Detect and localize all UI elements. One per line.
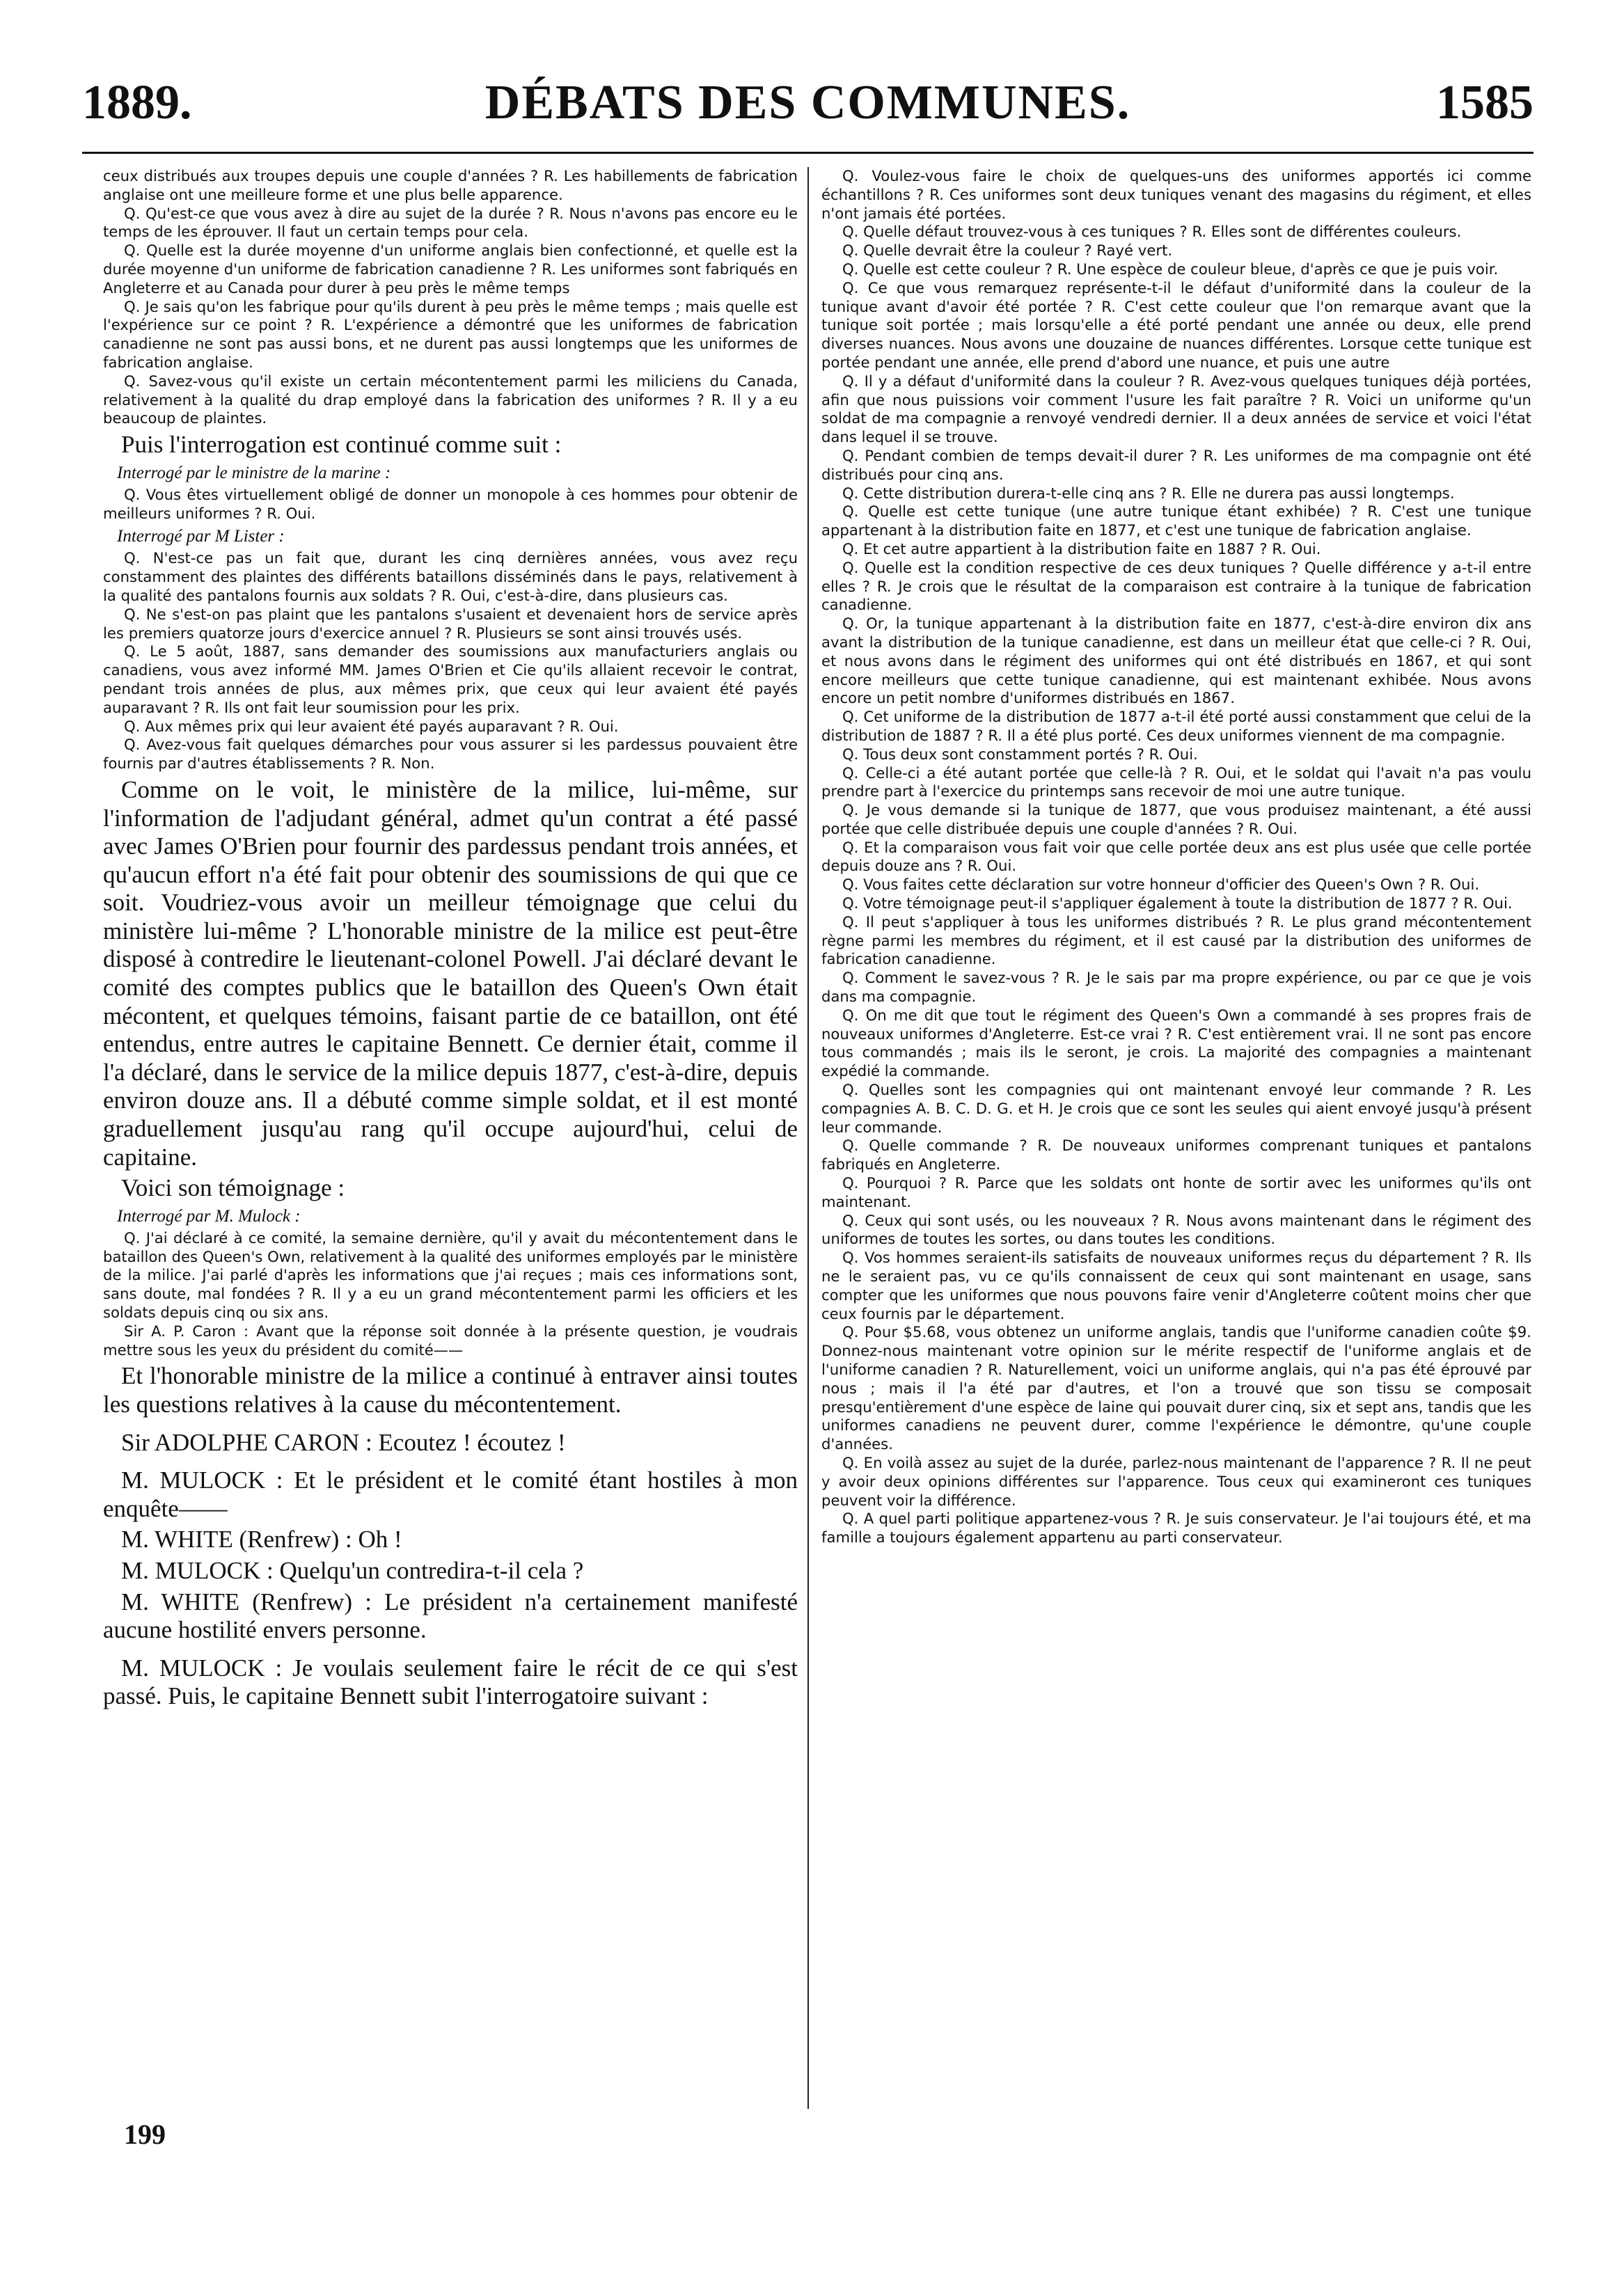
qa-item: Q. Quelle est cette couleur ? R. Une espèce de couleur bleue, d'après ce que je puis voir. bbox=[842, 260, 1499, 278]
qa-item: Q. Quelle défaut trouvez-vous à ces tuniques ? R. Elles sont de différentes couleurs. bbox=[842, 223, 1462, 241]
qa-item: Q. Pour $5.68, vous obtenez un uniforme anglais, tandis que l'uniforme canadien coûte $9. Donnez-nous maintenant votre opinion sur le mérite respectif de l'uniforme anglais et de l'uniforme canadien ? R. Naturellement, voici un uniforme anglais, qui n'a pas été éprouvé par nous ; mais il l'a été par d'autres, et l'on a trouvé que son tissu se composait presqu'entièrement d'une espèce de laine qui pouvait durer cinq, six et sept ans, tandis que les uniformes canadiens ne peuvent durer, comme l'expérience le démontre, qu'une couple d'années. bbox=[821, 1323, 1531, 1453]
qa-item: Q. Quelle est la durée moyenne d'un uniforme anglais bien confectionné, et quelle est la durée moyenne d'un uniforme de fabrication canadienne ? R. Les uniformes sont fabriqués en Angleterre et au Canada pour durer à peu près le même temps bbox=[103, 242, 798, 297]
header-rule bbox=[82, 152, 1534, 154]
qa-item: Q. Pendant combien de temps devait-il durer ? R. Les uniformes de ma compagnie ont été distribués pour cinq ans. bbox=[821, 446, 1531, 483]
speech: Sir ADOLPHE CARON : Ecoutez ! écoutez ! bbox=[121, 1428, 566, 1456]
qa-block-2 bbox=[103, 486, 798, 523]
qa-item: Q. Et la comparaison vous fait voir que celle portée deux ans est plus usée que celle portée depuis douze ans ? R. Oui. bbox=[821, 838, 1531, 875]
qa-item: Q. Celle-ci a été autant portée que celle-là ? R. Oui, et le soldat qui l'avait n'a pas voulu prendre part à l'exercice du printemps sans recevoir de moi une autre tunique. bbox=[821, 764, 1531, 800]
paragraph: Comme on le voit, le ministère de la milice, lui-même, sur l'information de l'adjudant général, admet qu'un contrat a été passé avec James O'Brien pour fournir des pardessus pendant trois années, et qu'aucun effort n'a été fait pour obtenir des soumissions de qui que ce soit. Voudriez-vous avoir un meilleur témoignage que celui du ministère lui-même ? L'honorable ministre de la milice est peut-être disposé à contredire le lieutenant-colonel Powell. J'ai déclaré devant le comité des comptes publics que le bataillon des Queen's Own était mécontent, et quelques témoins, faisant partie de ce bataillon, ont été entendus, entre autres le capitaine Bennett. Ce dernier était, comme il l'a déclaré, dans le service de la milice depuis 1877, c'est-à-dire, depuis environ douze ans. Il a débuté comme simple soldat, et il est monté graduellement jusqu'au rang qu'il occupe aujourd'hui, celui de capitaine. bbox=[103, 775, 798, 1171]
qa-item: Q. Je vous demande si la tunique de 1877, que vous produisez maintenant, a été aussi portée que celle distribuée depuis une couple d'années ? R. Oui. bbox=[821, 801, 1531, 837]
qa-item: Q. N'est-ce pas un fait que, durant les cinq dernières années, vous avez reçu constamment des plaintes des différents bataillons disséminés dans le pays, relativement à la qualité des pantalons fournis aux soldats ? R. Oui, c'est-à-dire, dans plusieurs cas. bbox=[103, 549, 798, 604]
qa-item: Q. Ce que vous remarquez représente-t-il le défaut d'uniformité dans la couleur de la tunique avant d'avoir été portée ? R. C'est cette couleur que l'on remarque avant que la tunique soit portée ; mais lorsqu'elle a été porté pendant une année ou deux, elle prend diverses nuances. Nous avons une douzaine de nuances différentes. Lorsque cette tunique est portée pendant une année, elle prend d'abord une nuance, et puis une autre bbox=[821, 278, 1531, 371]
speech: M. MULOCK : Et le président et le comité étant hostiles à mon enquête—— bbox=[103, 1466, 798, 1522]
qa-item: Q. Quelle est cette tunique (une autre tunique étant exhibée) ? R. C'est une tunique appartenant à la distribution faite en 1877, et c'est une tunique de fabrication anglaise. bbox=[821, 503, 1531, 539]
qa-item: Q. Or, la tunique appartenant à la distribution faite en 1877, c'est-à-dire environ dix ans avant la distribution de la tunique canadienne, est dans un meilleur état que celle-ci ? R. Oui, et nous avons dans le régiment des uniformes qui ont été distribués en 1867, et qui sont encore meilleurs que cette tunique canadienne, qui est maintenant exhibée. Nous avons encore un petit nombre d'uniformes distribués en 1867. bbox=[821, 615, 1531, 707]
qa-item: Q. Vous faites cette déclaration sur votre honneur d'officier des Queen's Own ? R. Oui. bbox=[842, 876, 1480, 894]
left-column bbox=[103, 167, 798, 2147]
speech: M. WHITE (Renfrew) : Le président n'a certainement manifesté aucune hostilité envers personne. bbox=[103, 1588, 798, 1644]
qa-item: Q. J'ai déclaré à ce comité, la semaine dernière, qu'il y avait du mécontentement dans le bataillon des Queen's Own, relativement à la qualité des uniformes employés par le ministère de la milice. J'ai parlé d'après les informations que j'ai reçues ; mais ces informations sont, sans doute, mal fondées ? R. Il y a eu un grand mécontentement parmi les officiers et les soldats depuis cinq ou six ans. bbox=[103, 1228, 798, 1321]
speech: M. MULOCK : Quelqu'un contredira-t-il cela ? bbox=[121, 1556, 584, 1584]
qa-item: Q. Aux mêmes prix qui leur avaient été payés auparavant ? R. Oui. bbox=[124, 717, 619, 735]
speeches-block bbox=[103, 1362, 798, 1711]
qa-item: Q. Comment le savez-vous ? R. Je le sais par ma propre expérience, ou par ce que je vois dans ma compagnie. bbox=[821, 969, 1531, 1006]
qa-item: Q. Le 5 août, 1887, sans demander des soumissions aux manufacturiers anglais ou canadiens, vous avez informé MM. James O'Brien et Cie qu'ils allaient recevoir le contrat, pendant trois années de plus, aux mêmes prix, que ceux qui leur avaient été payés auparavant ? R. Ils ont fait leur soumission pour les prix. bbox=[103, 642, 798, 716]
qa-item: Q. Pourquoi ? R. Parce que les soldats ont honte de sortir avec les uniformes qu'ils ont maintenant. bbox=[821, 1174, 1531, 1210]
header-year: 1889. bbox=[82, 76, 192, 129]
interroge-heading: Interrogé par le ministre de la marine : bbox=[117, 463, 391, 482]
qa-item: Q. On me dit que tout le régiment des Queen's Own a commandé à ses propres frais de nouveaux uniformes d'Angleterre. Est-ce vrai ? R. C'est entièrement vrai. Il ne sont pas encore tous commandés ; mais ils le seront, je crois. La majorité des compagnies a maintenant expédié la commande. bbox=[821, 1006, 1531, 1080]
qa-item: Q. Vous êtes virtuellement obligé de donner un monopole à ces hommes pour obtenir de meilleurs uniformes ? R. Oui. bbox=[103, 485, 798, 522]
qa-item: Q. Quelle devrait être la couleur ? Rayé vert. bbox=[842, 242, 1173, 260]
column-divider bbox=[807, 167, 809, 2109]
qa-item: Sir A. P. Caron : Avant que la réponse soit donnée à la présente question, je voudrais mettre sous les yeux du président du comité—— bbox=[103, 1322, 798, 1359]
signature-mark: 199 bbox=[124, 2119, 166, 2150]
qa-item: Q. Savez-vous qu'il existe un certain mécontentement parmi les miliciens du Canada, relativement à la qualité du drap employé dans la fabrication des uniformes ? R. Il y a eu beaucoup de plaintes. bbox=[103, 372, 798, 427]
qa-item: Q. Quelle commande ? R. De nouveaux uniformes comprenant tuniques et pantalons fabriqués en Angleterre. bbox=[821, 1137, 1531, 1173]
qa-item: Q. Il y a défaut d'uniformité dans la couleur ? R. Avez-vous quelques tuniques déjà portées, afin que nous puissions voir comment l'usure les fait paraître ? R. Voici un uniforme qu'un soldat de ma compagnie a renvoyé vendredi dernier. Il a deux années de service et voici l'état dans lequel il se trouve. bbox=[821, 372, 1531, 446]
header-page-number: 1585 bbox=[1436, 76, 1534, 129]
qa-item: Q. Je sais qu'on les fabrique pour qu'ils durent à peu près le même temps ; mais quelle est l'expérience sur ce point ? R. L'expérience a démontré que les uniformes de fabrication canadienne ne sont pas aussi bons, et ne durent pas aussi longtemps que les uniformes de fabrication anglaise. bbox=[103, 297, 798, 371]
qa-item: Q. A quel parti politique appartenez-vous ? R. Je suis conservateur. Je l'ai toujours été, et ma famille a toujours également appartenu au parti conservateur. bbox=[821, 1510, 1531, 1547]
speech: M. MULOCK : Je voulais seulement faire le récit de ce qui s'est passé. Puis, le capitaine Bennett subit l'interrogatoire suivant : bbox=[103, 1654, 798, 1710]
right-column bbox=[821, 167, 1531, 2147]
qa-item: Q. Quelle est la condition respective de ces deux tuniques ? Quelle différence y a-t-il entre elles ? R. Je crois que le résultat de la comparaison est contraire à la tunique de fabrication canadienne. bbox=[821, 558, 1531, 614]
qa-item: Q. Voulez-vous faire le choix de quelques-uns des uniformes apportés ici comme échantillons ? R. Ces uniformes sont deux tuniques venant des magasins du régiment, et elles n'ont jamais été portées. bbox=[821, 167, 1531, 222]
paragraph: Voici son témoignage : bbox=[121, 1174, 345, 1202]
large-text-block bbox=[103, 776, 798, 1203]
speech: M. WHITE (Renfrew) : Oh ! bbox=[121, 1526, 402, 1553]
qa-item: Q. Votre témoignage peut-il s'appliquer également à toute la distribution de 1877 ? R. Oui. bbox=[842, 894, 1513, 912]
qa-item: Q. Tous deux sont constamment portés ? R. Oui. bbox=[842, 745, 1198, 763]
paragraph: Puis l'interrogation est continué comme suit : bbox=[121, 431, 562, 459]
qa-item: Q. Il peut s'appliquer à tous les uniformes distribués ? R. Le plus grand mécontentement règne parmi les membres du régiment, et il est causé par la distribution des uniformes de fabrication canadienne. bbox=[821, 912, 1531, 968]
qa-block-1 bbox=[103, 167, 798, 428]
qa-item: Q. Ne s'est-on pas plaint que les pantalons s'usaient et devenaient hors de service après les premiers quatorze jours d'exercice annuel ? R. Plusieurs se sont ainsi trouvés usés. bbox=[103, 605, 798, 642]
qa-item: Q. Avez-vous fait quelques démarches pour vous assurer si les pardessus pouvaient être fournis par d'autres établissements ? R. Non. bbox=[103, 736, 798, 773]
interroge-heading: Interrogé par M Lister : bbox=[117, 527, 285, 546]
qa-item: Q. Cette distribution durera-t-elle cinq ans ? R. Elle ne durera pas aussi longtemps. bbox=[842, 484, 1455, 502]
qa-item: Q. Vos hommes seraient-ils satisfaits de nouveaux uniformes reçus du département ? R. Ils ne le seraient pas, vu ce qu'ils connaissent de ceux qui sont maintenant en usage, sans compter que les uniformes que nous pouvons faire venir d'Angleterre coûtent moins cher que ceux fournis par le département. bbox=[821, 1249, 1531, 1322]
header-title: DÉBATS DES COMMUNES. bbox=[484, 76, 1131, 129]
qa-item: Q. En voilà assez au sujet de la durée, parlez-nous maintenant de l'apparence ? R. Il ne peut y avoir deux opinions différentes sur l'apparence. Tous ceux qui examineront ces tuniques peuvent voir la différence. bbox=[821, 1453, 1531, 1509]
page-header bbox=[82, 75, 1534, 142]
qa-item: Q. Et cet autre appartient à la distribution faite en 1887 ? R. Oui. bbox=[842, 539, 1321, 558]
qa-item: Q. Cet uniforme de la distribution de 1877 a-t-il été porté aussi constamment que celui de la distribution de 1887 ? R. Il a été plus porté. Ces deux uniformes viennent de ma compagnie. bbox=[821, 708, 1531, 744]
qa-item: Q. Quelles sont les compagnies qui ont maintenant envoyé leur commande ? R. Les compagnies A. B. C. D. G. et H. Je crois que ce sont les seules qui aient envoyé jusqu'à présent leur commande. bbox=[821, 1081, 1531, 1136]
paragraph: Et l'honorable ministre de la milice a continué à entraver ainsi toutes les questions relatives à la cause du mécontentement. bbox=[103, 1362, 798, 1418]
qa-block-4 bbox=[103, 1229, 798, 1360]
interroge-heading: Interrogé par M. Mulock : bbox=[117, 1206, 301, 1226]
qa-item: Q. Qu'est-ce que vous avez à dire au sujet de la durée ? R. Nous n'avons pas encore eu le temps de les éprouver. Il faut un certain temps pour cela. bbox=[103, 204, 798, 241]
qa-item: ceux distribués aux troupes depuis une couple d'années ? R. Les habillements de fabrication anglaise ont une meilleure forme et une plus belle apparence. bbox=[103, 167, 798, 203]
qa-item: Q. Ceux qui sont usés, ou les nouveaux ? R. Nous avons maintenant dans le régiment des uniformes de toutes les sortes, ou dans toutes les conditions. bbox=[821, 1211, 1531, 1248]
qa-block-3 bbox=[103, 549, 798, 773]
